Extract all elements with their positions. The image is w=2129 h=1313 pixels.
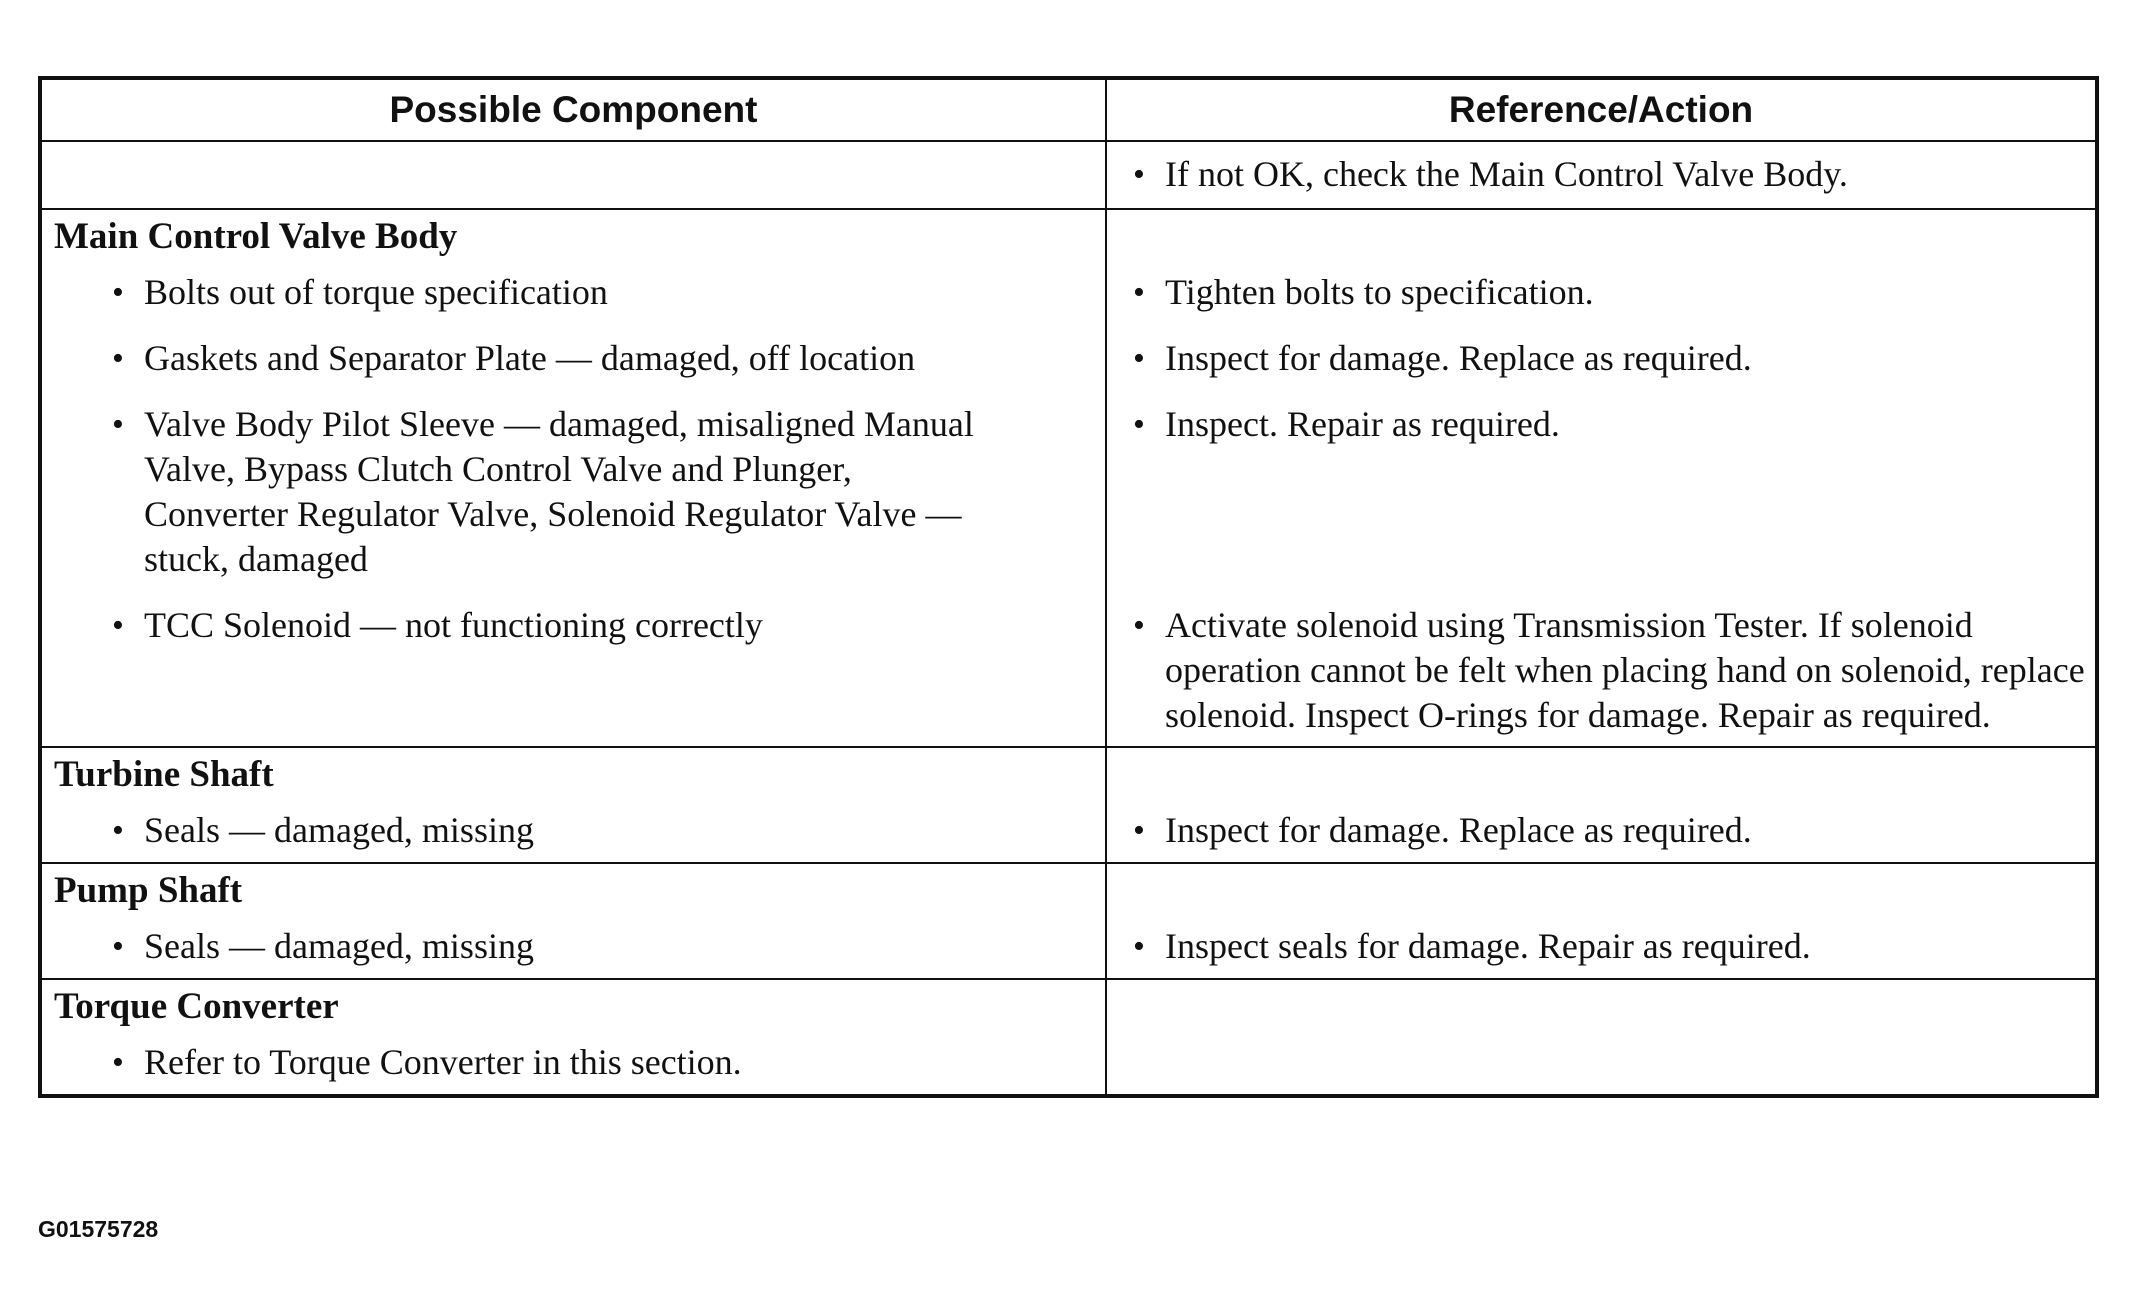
- action-text: Inspect seals for damage. Repair as required.: [1165, 926, 1811, 966]
- figure-id: G01575728: [38, 1216, 159, 1242]
- component-cell: [40, 747, 1106, 863]
- action-cell: [1106, 141, 2097, 209]
- action-cell: [1106, 979, 2097, 1096]
- component-text: TCC Solenoid — not functioning correctly: [144, 605, 763, 645]
- component-text: Valve Body Pilot Sleeve — damaged, misaligned Manual Valve, Bypass Clutch Control Valve and Plunger, Converter Regulator Valve, Solenoid Regulator Valve — stuck, damaged: [144, 404, 974, 579]
- group-title: Torque Converter: [54, 986, 339, 1027]
- component-cell: [40, 863, 1106, 979]
- component-text: Gaskets and Separator Plate — damaged, off location: [144, 338, 916, 378]
- action-text: Activate solenoid using Transmission Tester. If solenoid operation cannot be felt when placing hand on solenoid, replace solenoid. Inspect O-rings for damage. Repair as required.: [1165, 605, 2085, 735]
- bullet-icon: •: [112, 406, 124, 443]
- list-item: [42, 924, 1105, 978]
- list-item: [1107, 603, 2095, 738]
- component-text: Refer to Torque Converter in this section.: [144, 1042, 742, 1082]
- action-cell: [1106, 209, 2097, 747]
- header-row: [40, 78, 2097, 141]
- header-reference-action: Reference/Action: [1106, 78, 2097, 141]
- group-title: Turbine Shaft: [54, 754, 274, 795]
- list-item: [42, 402, 1105, 582]
- list-item: [1107, 808, 2095, 862]
- table-row: [40, 747, 2097, 863]
- action-text: Tighten bolts to specification.: [1165, 272, 1594, 312]
- table-row: [40, 863, 2097, 979]
- action-text: Inspect for damage. Replace as required.: [1165, 810, 1752, 850]
- action-cell: [1106, 863, 2097, 979]
- diagnosis-table-container: [38, 76, 2095, 1194]
- bullet-icon: •: [112, 928, 124, 965]
- component-text: Seals — damaged, missing: [144, 926, 534, 966]
- bullet-icon: •: [1133, 812, 1145, 849]
- bullet-icon: •: [1133, 156, 1145, 193]
- list-item: [42, 808, 1105, 862]
- action-text: Inspect. Repair as required.: [1165, 404, 1560, 444]
- diagnosis-table: [38, 76, 2099, 1098]
- group-title: Main Control Valve Body: [54, 216, 458, 257]
- action-text: If not OK, check the Main Control Valve Body.: [1165, 154, 1848, 194]
- bullet-icon: •: [1133, 406, 1145, 443]
- component-cell: [40, 209, 1106, 747]
- group-title: Pump Shaft: [54, 870, 243, 911]
- bullet-icon: •: [112, 274, 124, 311]
- component-cell: [40, 979, 1106, 1096]
- bullet-icon: •: [1133, 607, 1145, 644]
- list-item: [42, 603, 1105, 648]
- action-cell: [1106, 747, 2097, 863]
- table-row: [40, 979, 2097, 1096]
- table-row: [40, 141, 2097, 209]
- component-cell: [40, 141, 1106, 209]
- bullet-icon: •: [112, 340, 124, 377]
- bullet-icon: •: [1133, 274, 1145, 311]
- list-item: [1107, 270, 2095, 315]
- list-item: [1107, 142, 2095, 197]
- component-text: Seals — damaged, missing: [144, 810, 534, 850]
- list-item: [42, 336, 1105, 381]
- list-item: [1107, 402, 2095, 582]
- header-possible-component: Possible Component: [40, 78, 1106, 141]
- bullet-icon: •: [1133, 928, 1145, 965]
- component-text: Bolts out of torque specification: [144, 272, 608, 312]
- bullet-icon: •: [112, 1044, 124, 1081]
- action-text: Inspect for damage. Replace as required.: [1165, 338, 1752, 378]
- bullet-icon: •: [112, 607, 124, 644]
- list-item: [42, 270, 1105, 315]
- bullet-icon: •: [1133, 340, 1145, 377]
- bullet-icon: •: [112, 812, 124, 849]
- list-item: [1107, 924, 2095, 978]
- table-row: [40, 209, 2097, 747]
- list-item: [1107, 336, 2095, 381]
- list-item: [42, 1040, 1105, 1094]
